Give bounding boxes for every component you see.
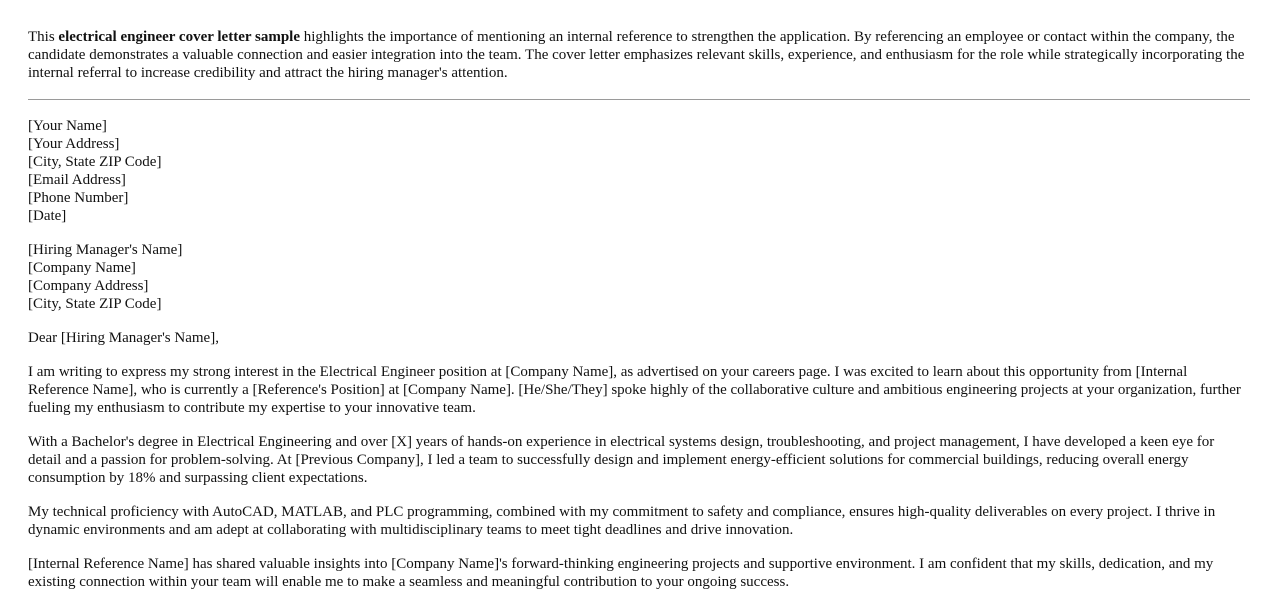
body-paragraph-reference: [Internal Reference Name] has shared valuable insights into [Company Name]'s forward-thinking engineering projects and supportive environment. I am confident that my skills, dedication, and my existing connection within your team will enable me to make a seamless and meaningful contribution to your ongoing success. [28,556,1214,590]
recipient-company-address: [Company Address] [28,278,149,294]
salutation: Dear [Hiring Manager's Name], [28,330,219,346]
intro-lead: This [28,29,59,45]
sender-address: [Your Address] [28,136,120,152]
intro-bold-title: electrical engineer cover letter sample [58,29,300,45]
cover-letter-page [28,28,1250,607]
recipient-address-block [28,241,1250,313]
recipient-company: [Company Name] [28,260,136,276]
sender-email: [Email Address] [28,172,126,188]
recipient-city-state-zip: [City, State ZIP Code] [28,296,162,312]
sender-address-block [28,117,1250,225]
intro-rest: highlights the importance of mentioning an internal reference to strengthen the application. By referencing an employee or contact within the company, the candidate demonstrates a valuable connection and easier integration into the team. The cover letter emphasizes relevant skills, experience, and enthusiasm for the role while strategically incorporating the internal referral to increase credibility and attract the hiring manager's attention. [28,29,1245,81]
sender-name: [Your Name] [28,118,107,134]
sender-phone: [Phone Number] [28,190,129,206]
section-divider [28,99,1250,100]
recipient-name: [Hiring Manager's Name] [28,242,183,258]
body-paragraph-skills: My technical proficiency with AutoCAD, MATLAB, and PLC programming, combined with my commitment to safety and compliance, ensures high-quality deliverables on every project. I thrive in dynamic environments and am adept at collaborating with multidisciplinary teams to meet tight deadlines and drive innovation. [28,504,1216,538]
body-paragraph-experience: With a Bachelor's degree in Electrical Engineering and over [X] years of hands-on experience in electrical systems design, troubleshooting, and project management, I have developed a keen eye for detail and a passion for problem-solving. At [Previous Company], I led a team to successfully design and implement energy-efficient solutions for commercial buildings, reducing overall energy consumption by 18% and surpassing client expectations. [28,434,1215,486]
sender-city-state-zip: [City, State ZIP Code] [28,154,162,170]
body-paragraph-interest: I am writing to express my strong interest in the Electrical Engineer position at [Company Name], as advertised on your careers page. I was excited to learn about this opportunity from [Internal Reference Name], who is currently a [Reference's Position] at [Company Name]. [He/She/They] spoke highly of the collaborative culture and ambitious engineering projects at your organization, further fueling my enthusiasm to contribute my expertise to your innovative team. [28,364,1241,416]
letter-date: [Date] [28,208,67,224]
intro-paragraph [28,28,1250,82]
